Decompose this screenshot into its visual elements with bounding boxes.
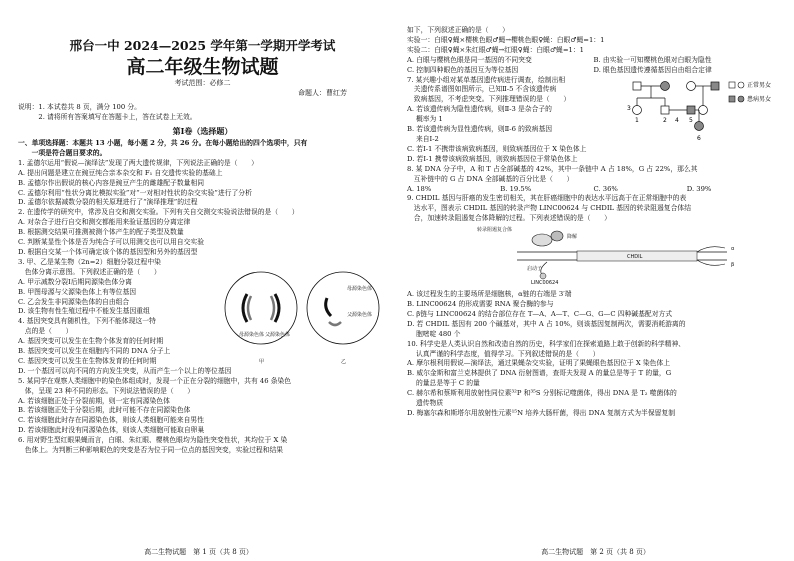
option-c: C. 赫尔希和蔡斯利用放射性同位素³²P 和³⁵S 分别标记噬菌体，得出 DNA 是 T₂ 噬菌体的 <box>407 389 677 398</box>
question-3 <box>18 258 223 337</box>
fig-caption: 甲 <box>259 358 265 365</box>
question-stem: 8. 某 DNA 分子中，A 和 T 占全部碱基的 42%，其中一条链中 A 占 18%，G 占 22%，那么其 <box>407 164 698 173</box>
question-7-text <box>407 76 622 145</box>
pedigree-number: 3 <box>627 104 631 112</box>
exam-title: 邢台一中 2024—2025 学年第一学期开学考试 <box>69 38 336 53</box>
question-stem: 1. 孟德尔运用“假说—演绎法”发现了两大遗传规律，下列说法正确的是（ ） <box>18 158 258 167</box>
legend-affected: 患病男女 <box>747 95 772 103</box>
option-b: B. 威尔金斯和富兰克林提供了 DNA 衍射图谱，查哥夫发现 A 的量总是等于 T 的量，G <box>407 369 672 378</box>
fig-label: β <box>731 262 735 269</box>
question-stem: 色体上。为判断三种影响眼色的突变是否为位于同一位点的基因突变，实验过程和结果 <box>18 446 284 455</box>
legend-normal: 正常男女 <box>747 81 772 89</box>
page-footer: 高二生物试题 第 2 页（共 8 页） <box>541 548 650 556</box>
question-stem: 4. 基因突变具有随机性，下列不能体现这一特 <box>18 317 156 326</box>
option-b: B. LINC00624 的形成需要 RNA 聚合酶的参与 <box>407 300 554 309</box>
option-d: D. 根据自交某一个体可确定该个体的基因型和另外的基因型 <box>18 247 198 256</box>
option-a: A. 若该遗传病为隐性遗传病，则Ⅱ-3 是杂合子的 <box>407 105 552 114</box>
question-6-continued <box>407 26 780 76</box>
fig-label: 转录阻遏复合体 <box>477 227 513 234</box>
option-a: A. 对杂合子进行自交和测交都能用来验证基因的分离定律 <box>18 218 191 227</box>
question-stem: 认真严谨的科学态度，值得学习。下列叙述错误的是（ ） <box>407 349 600 358</box>
pedigree-number: 2 <box>663 116 667 124</box>
exam-scope: 考试范围：必修二 <box>174 79 231 87</box>
fig-label: 母源染色体 <box>347 285 373 292</box>
exam-author: 命题人：曹红芳 <box>298 89 347 97</box>
question-5 <box>18 377 387 436</box>
exam-heading: 高二年级生物试题 <box>126 56 279 78</box>
note-line: 说明：1. 本试卷共 8 页，满分 100 分。 <box>18 103 141 111</box>
option-c: C. 36% <box>593 184 618 193</box>
option-b-cont: 来自Ⅰ-2 <box>407 134 439 143</box>
option-a: A. 提出问题是建立在豌豆纯合亲本杂交和 F₁ 自交遗传实验的基础上 <box>18 168 223 177</box>
fig-label: α <box>731 246 735 253</box>
fig-label: 父源染色体 <box>347 311 373 318</box>
question-stem: 7. 某兴趣小组对某单基因遗传病进行调查，绘制出相 <box>407 75 566 84</box>
question-9 <box>407 194 780 339</box>
option-d: D. 该生物有性生殖过程中不能发生基因重组 <box>18 307 150 316</box>
option-d: D. 若该细胞此时没有同源染色体，则该人类细胞可能取自卵巢 <box>18 426 205 435</box>
cell-division-figure <box>223 258 383 370</box>
option-a: A. 若该细胞正处于分裂前期，则一定有同源染色体 <box>18 396 170 405</box>
option-b: B. 19.5% <box>500 184 532 193</box>
option-c: C. 基因突变可以发生在生物体发育的任何时期 <box>18 356 157 365</box>
fig-caption: 乙 <box>341 358 347 365</box>
fig-label: 降解 <box>567 234 578 241</box>
pedigree-number: 5 <box>689 116 693 124</box>
exam-notes <box>18 102 387 122</box>
option-row <box>407 185 780 195</box>
fig-label: 母源染色体 <box>239 331 265 338</box>
option-c: C. 若Ⅰ-1 不携带该病致病基因，则致病基因位于 X 染色体上 <box>407 144 587 153</box>
question-stem: 体，呈现 23 种不同的形态。下列说法错误的是（ ） <box>18 386 195 395</box>
option-c: C. 乙会发生非同源染色体的自由组合 <box>18 297 130 306</box>
option-a-cont: 概率为 1 <box>407 115 443 124</box>
option-b: B. 若该遗传病为显性遗传病，则Ⅱ-6 的致病基因 <box>407 125 553 134</box>
option-d: D. 若Ⅰ-1 携带该病致病基因，则致病基因位于常染色体上 <box>407 154 578 163</box>
option-b: B. 甲图母源与父源染色体上有等位基因 <box>18 287 137 296</box>
question-stem: 关遗传系谱图如图所示，已知Ⅱ-5 不含该遗传病 <box>407 85 557 94</box>
question-8 <box>407 165 780 195</box>
option-d: D. 一个基因可以向不同的方向发生突变，从而产生一个以上的等位基因 <box>18 366 232 375</box>
chdil-figure <box>407 224 777 286</box>
option-a: A. 该过程发生的主要场所是细胞核，α链的右端是 3′端 <box>407 290 572 299</box>
question-2 <box>18 208 387 258</box>
option-a: A. 18% <box>407 184 432 193</box>
option-c: C. 判断某显性个体是否为纯合子可以用测交也可以用自交实验 <box>18 238 204 247</box>
question-stem: 点的是（ ） <box>18 327 73 336</box>
option-d: D. 孟德尔依据减数分裂的相关原理进行了“演绎推理”的过程 <box>18 198 198 207</box>
question-stem: 致病基因，不考虑突变。下列推理错误的是（ ） <box>407 95 571 104</box>
option-a: A. 摩尔根利用假说—演绎法，通过果蝇杂交实验，证明了果蝇眼色基因位于 X 染色体上 <box>407 359 671 368</box>
question-stem: 2. 在遗传学的研究中，常涉及自交和测交实验。下列有关自交测交实验说法错误的是（ ） <box>18 208 299 217</box>
experiment-line: 实验一：白眼♀蝇×樱桃色眼♂蝇→樱桃色眼♀蝇：白眼♂蝇=1：1 <box>407 35 605 44</box>
option-b: B. 根据测交结果可推测被测个体产生的配子类型及数量 <box>18 228 184 237</box>
instruction-line: 一、单项选择题：本题共 13 小题，每小题 2 分，共 26 分。在每小题给出的四个选项中，只有 <box>18 139 308 147</box>
question-7 <box>407 76 780 165</box>
question-stem: 9. CHDIL 基因与肝癌的发生密切相关，其在肝癌细胞中的表达水平远高于在正常细胞中的表 <box>407 194 687 203</box>
option-c-cont: 遗传物质 <box>407 399 444 408</box>
cell-jia <box>225 272 297 365</box>
fig-label: 父源染色体 <box>265 331 291 338</box>
option-a: A. 白眼与樱桃色眼是同一基因的不同突变 <box>407 55 532 64</box>
question-1 <box>18 159 387 209</box>
cell-yi <box>307 272 379 365</box>
option-b: B. 若该细胞正处于分裂后期，此时可能不存在同源染色体 <box>18 406 191 415</box>
pedigree-number: 6 <box>697 134 701 142</box>
option-d: D. 若 CHDIL 基因有 200 个碱基对，其中 A 占 10%，则该基因复制两次，需要消耗游离的 <box>407 319 686 328</box>
option-c: C. 控制四种眼色的基因互为等位基因 <box>407 65 519 74</box>
question-6 <box>18 436 387 456</box>
option-b-cont: 的量总是等于 C 的量 <box>407 379 480 388</box>
question-stem: 10. 科学史是人类认识自然和改造自然的历史，科学家们在探索道路上敢于创新的科学精神、 <box>407 339 686 348</box>
note-line: 2. 请将所有答案填写在答题卡上，答在试卷上无效。 <box>18 113 197 121</box>
instruction-line: 一项是符合题目要求的。 <box>18 148 107 157</box>
section-title: 第Ⅰ卷（选择题） <box>172 126 233 136</box>
option-row <box>407 66 780 76</box>
question-stem: 6. 用对野生型红眼果蝇而言，白眼、朱红眼、樱桃色眼均为隐性突变性状，其均位于 X 染 <box>18 436 288 445</box>
option-d-cont: 胞嘧啶 480 个 <box>407 329 461 338</box>
pedigree-figure <box>625 76 775 146</box>
question-10 <box>407 340 780 419</box>
option-a: A. 甲示减数分裂Ⅰ后期同源染色体分离 <box>18 277 132 286</box>
option-b: B. 由实验一可知樱桃色眼对白眼为隐性 <box>593 55 712 64</box>
option-a: A. 基因突变可以发生在生物个体发育的任何时期 <box>18 337 164 346</box>
fig-label: LINC00624 <box>531 280 559 287</box>
pedigree-number: 4 <box>675 116 679 124</box>
page-footer: 高二生物试题 第 1 页（共 8 页） <box>144 548 253 556</box>
option-row <box>407 56 780 66</box>
fig-label: 启动子 <box>527 266 543 273</box>
option-d: D. 39% <box>686 184 712 193</box>
question-stem: 如下，下列叙述正确的是（ ） <box>407 26 509 34</box>
option-b: B. 孟德尔作出假说的核心内容是豌豆产生的雌雄配子数量相同 <box>18 178 205 187</box>
fig-label: CHDIL <box>627 254 643 261</box>
question-stem: 色体分离示意图。下列叙述正确的是（ ） <box>18 267 161 276</box>
experiment-line: 实验二：白眼♀蝇×朱红眼♂蝇→红眼♀蝇：白眼♂蝇=1：1 <box>407 45 584 54</box>
pedigree-number: 1 <box>635 116 639 124</box>
option-c: C. 孟德尔利用“性状分离比模拟实验”对“一对相对性状的杂交实验”进行了分析 <box>18 188 252 197</box>
option-b: B. 基因突变可以发生在细胞内不同的 DNA 分子上 <box>18 347 171 356</box>
option-d: D. 眼色基因遗传遵循基因自由组合定律 <box>593 65 712 74</box>
exam-page-2 <box>397 0 794 561</box>
question-stem: 合，加速转录阻遏复合体降解的过程。下列表述错误的是（ ） <box>407 214 611 223</box>
option-c: C. 若该细胞此时存在同源染色体，则该人类细胞可能来自男性 <box>18 416 204 425</box>
question-stem: 5. 某同学在观察人类细胞中的染色体组成时，发现一个正在分裂的细胞中，共有 46 条染色 <box>18 376 292 385</box>
question-stem: 达水平，图表示 CHDIL 基因的转录产物 LINC00624 与 CHDIL 基因的转录阻遏复合体结 <box>407 204 691 213</box>
option-d: D. 梅塞尔森和斯塔尔用放射性元素¹⁵N 培养大肠杆菌，得出 DNA 复制方式为半保留复制 <box>407 409 676 417</box>
question-stem: 互补链中的 G 占 DNA 全部碱基的百分比是（ ） <box>407 174 574 183</box>
question-stem: 3. 甲、乙是某生物（2n=2）细胞分裂过程中染 <box>18 257 161 266</box>
option-c: C. β链与 LINC00624 的结合部位存在 T—A、A—T、C—G、G—C 四种碱基配对方式 <box>407 309 673 318</box>
